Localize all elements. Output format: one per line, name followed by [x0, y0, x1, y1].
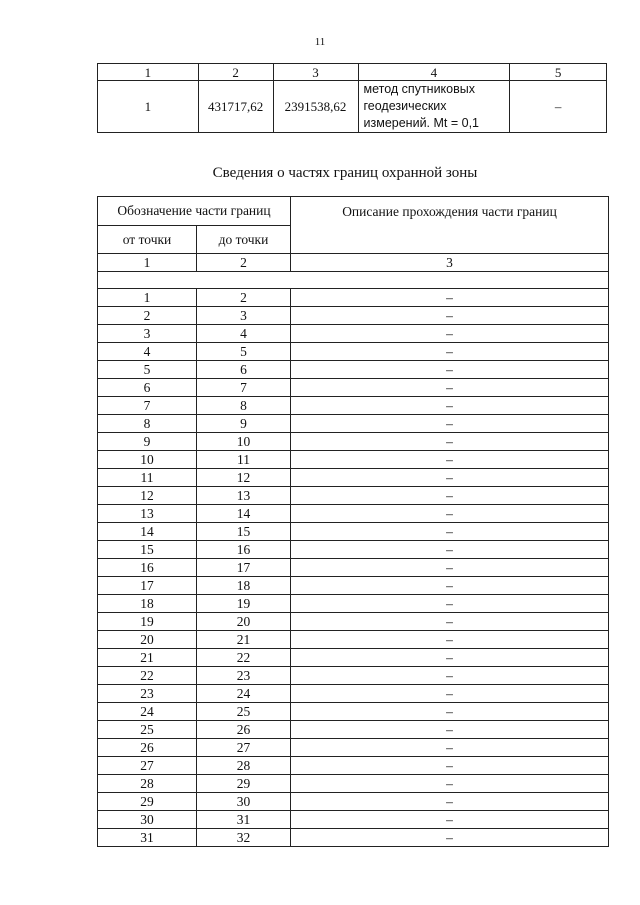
from-point-cell: 3 [98, 325, 197, 343]
description-cell: – [291, 451, 609, 469]
to-point-cell: 12 [197, 469, 291, 487]
table-row [98, 325, 609, 343]
to-point-cell: 29 [197, 775, 291, 793]
table-row [98, 397, 609, 415]
description-cell: – [291, 415, 609, 433]
table-row [98, 361, 609, 379]
from-point-cell: 15 [98, 541, 197, 559]
table-row [98, 811, 609, 829]
method-cell [358, 81, 510, 133]
to-point-cell: 25 [197, 703, 291, 721]
table-row [98, 595, 609, 613]
boundary-parts-table [97, 196, 609, 847]
from-point-cell: 7 [98, 397, 197, 415]
description-cell: – [291, 721, 609, 739]
top-col-5: 5 [510, 64, 607, 81]
description-cell: – [291, 433, 609, 451]
table-row [98, 307, 609, 325]
description-cell: – [291, 523, 609, 541]
description-cell: – [291, 559, 609, 577]
coord-y: 2391538,62 [273, 81, 358, 133]
table-row [98, 721, 609, 739]
to-point-cell: 32 [197, 829, 291, 847]
top-col-4: 4 [358, 64, 510, 81]
table-row [98, 469, 609, 487]
from-point-cell: 5 [98, 361, 197, 379]
column-number-row [98, 254, 609, 272]
description-cell: – [291, 469, 609, 487]
from-point-cell: 24 [98, 703, 197, 721]
table-row [98, 649, 609, 667]
from-point-cell: 18 [98, 595, 197, 613]
to-point-cell: 26 [197, 721, 291, 739]
point-number: 1 [98, 81, 199, 133]
from-point-cell: 8 [98, 415, 197, 433]
description-cell: – [291, 397, 609, 415]
to-point-cell: 15 [197, 523, 291, 541]
from-point-cell: 20 [98, 631, 197, 649]
top-col-3: 3 [273, 64, 358, 81]
group-header: Обозначение части границ [98, 197, 291, 226]
from-point-cell: 26 [98, 739, 197, 757]
table-row [98, 433, 609, 451]
description-cell: – [291, 757, 609, 775]
description-cell: – [291, 361, 609, 379]
page-number: 11 [314, 36, 326, 48]
description-cell: – [291, 505, 609, 523]
description-cell: – [291, 775, 609, 793]
from-point-cell: 6 [98, 379, 197, 397]
from-point-cell: 23 [98, 685, 197, 703]
description-cell: – [291, 577, 609, 595]
description-cell: – [291, 379, 609, 397]
from-point-cell: 25 [98, 721, 197, 739]
description-cell: – [291, 649, 609, 667]
table-row [98, 613, 609, 631]
to-point-cell: 20 [197, 613, 291, 631]
table-row [98, 505, 609, 523]
to-point-cell: 28 [197, 757, 291, 775]
to-point-cell: 30 [197, 793, 291, 811]
top-table-header-row [98, 64, 607, 81]
description-cell: – [291, 667, 609, 685]
table-row [98, 703, 609, 721]
from-point-cell: 22 [98, 667, 197, 685]
from-point-cell: 19 [98, 613, 197, 631]
description-cell: – [291, 613, 609, 631]
table-row [98, 685, 609, 703]
description-cell: – [291, 703, 609, 721]
from-point-cell: 28 [98, 775, 197, 793]
to-point-cell: 31 [197, 811, 291, 829]
description-cell: – [291, 487, 609, 505]
from-point-cell: 31 [98, 829, 197, 847]
header-row [98, 197, 609, 226]
to-point-cell: 21 [197, 631, 291, 649]
to-point-cell: 17 [197, 559, 291, 577]
description-cell: – [291, 631, 609, 649]
to-point-cell: 18 [197, 577, 291, 595]
from-point-cell: 16 [98, 559, 197, 577]
description-cell: – [510, 81, 607, 133]
from-point-cell: 17 [98, 577, 197, 595]
table-row [98, 487, 609, 505]
description-cell: – [291, 739, 609, 757]
from-point-cell: 30 [98, 811, 197, 829]
from-point-cell: 14 [98, 523, 197, 541]
col-number: 2 [197, 254, 291, 272]
description-cell: – [291, 685, 609, 703]
to-point-cell: 23 [197, 667, 291, 685]
table-row [98, 523, 609, 541]
to-point-cell: 27 [197, 739, 291, 757]
desc-header: Описание прохождения части границ [291, 197, 609, 254]
from-point-cell: 10 [98, 451, 197, 469]
section-title: Сведения о частях границ охранной зоны [212, 165, 478, 181]
table-row [98, 739, 609, 757]
table-row [98, 577, 609, 595]
top-table-data-row [98, 81, 607, 133]
spacer-cell [98, 272, 609, 289]
description-cell: – [291, 829, 609, 847]
to-point-cell: 3 [197, 307, 291, 325]
table-row [98, 631, 609, 649]
to-point-cell: 7 [197, 379, 291, 397]
to-point-cell: 11 [197, 451, 291, 469]
from-header: от точки [98, 226, 197, 254]
from-point-cell: 2 [98, 307, 197, 325]
col-number: 1 [98, 254, 197, 272]
to-point-cell: 13 [197, 487, 291, 505]
top-col-2: 2 [198, 64, 273, 81]
description-cell: – [291, 325, 609, 343]
to-point-cell: 8 [197, 397, 291, 415]
table-row [98, 793, 609, 811]
col-number: 3 [291, 254, 609, 272]
coord-x: 431717,62 [198, 81, 273, 133]
description-cell: – [291, 289, 609, 307]
to-point-cell: 10 [197, 433, 291, 451]
table-row [98, 541, 609, 559]
method-line: метод спутниковых [363, 82, 475, 96]
table-row [98, 829, 609, 847]
top-col-1: 1 [98, 64, 199, 81]
description-cell: – [291, 793, 609, 811]
table-row [98, 559, 609, 577]
from-point-cell: 12 [98, 487, 197, 505]
table-row [98, 775, 609, 793]
spacer-row [98, 272, 609, 289]
table-row [98, 451, 609, 469]
to-point-cell: 19 [197, 595, 291, 613]
to-header: до точки [197, 226, 291, 254]
from-point-cell: 9 [98, 433, 197, 451]
to-point-cell: 9 [197, 415, 291, 433]
to-point-cell: 16 [197, 541, 291, 559]
description-cell: – [291, 541, 609, 559]
table-row [98, 667, 609, 685]
to-point-cell: 24 [197, 685, 291, 703]
description-cell: – [291, 811, 609, 829]
table-row [98, 757, 609, 775]
method-line: геодезических [363, 99, 447, 113]
table-row [98, 289, 609, 307]
from-point-cell: 27 [98, 757, 197, 775]
to-point-cell: 2 [197, 289, 291, 307]
to-point-cell: 6 [197, 361, 291, 379]
description-cell: – [291, 343, 609, 361]
from-point-cell: 21 [98, 649, 197, 667]
table-row [98, 415, 609, 433]
to-point-cell: 5 [197, 343, 291, 361]
coordinates-table [97, 63, 607, 133]
table-row [98, 343, 609, 361]
from-point-cell: 1 [98, 289, 197, 307]
to-point-cell: 14 [197, 505, 291, 523]
from-point-cell: 4 [98, 343, 197, 361]
from-point-cell: 29 [98, 793, 197, 811]
table-row [98, 379, 609, 397]
description-cell: – [291, 307, 609, 325]
from-point-cell: 11 [98, 469, 197, 487]
description-cell: – [291, 595, 609, 613]
from-point-cell: 13 [98, 505, 197, 523]
to-point-cell: 22 [197, 649, 291, 667]
method-line: измерений. Mt = 0,1 [363, 116, 480, 130]
to-point-cell: 4 [197, 325, 291, 343]
